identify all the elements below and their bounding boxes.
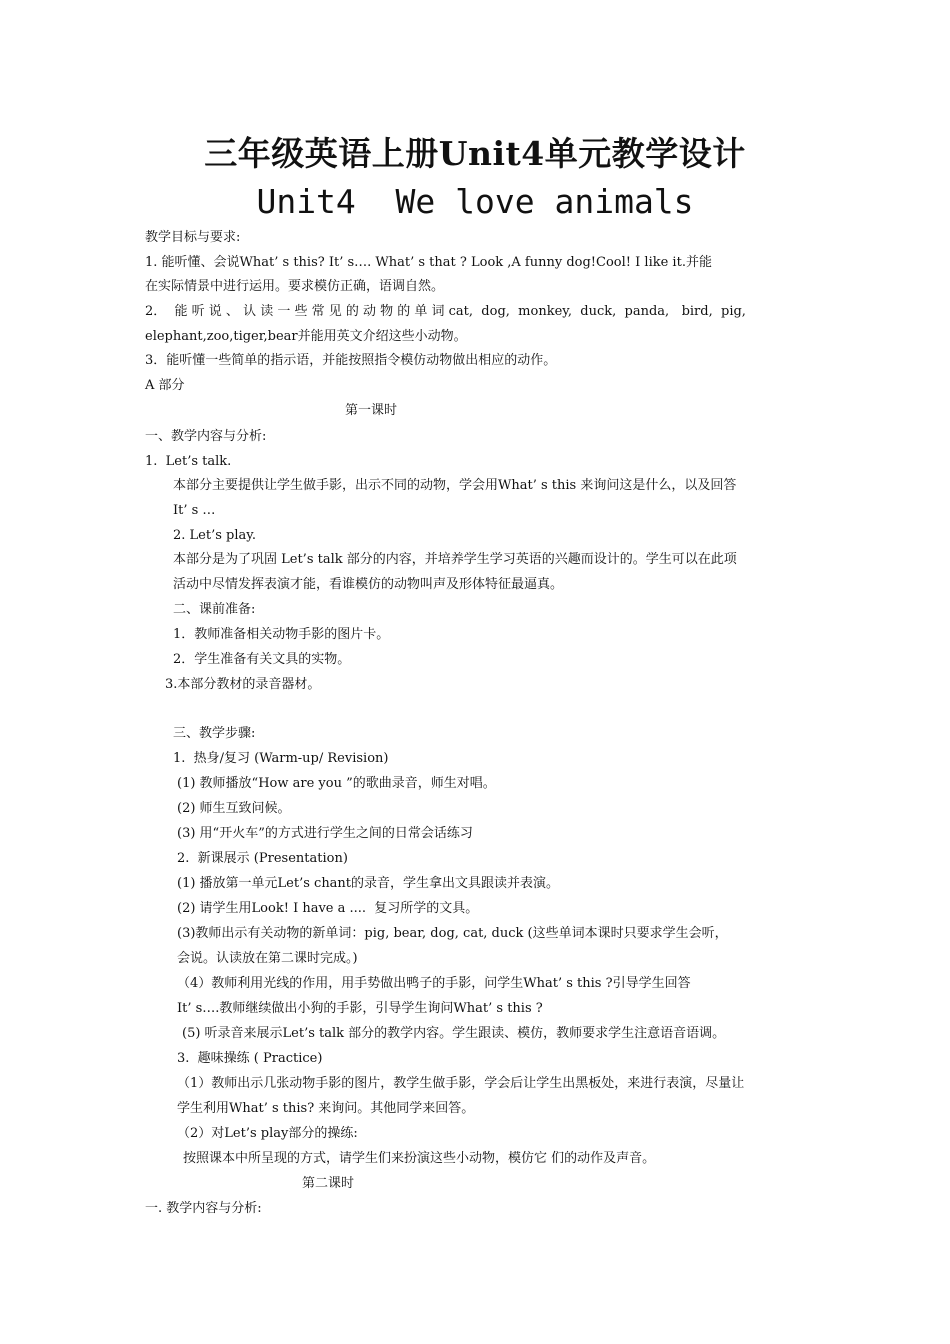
step-warmup: 1. 热身/复习 (Warm-up/ Revision) — [173, 751, 389, 766]
part-a-heading: A 部分 — [145, 378, 185, 393]
lets-talk-item: 1. Let’s talk. — [145, 454, 232, 469]
preparation-heading: 二、课前准备: — [173, 602, 256, 617]
content-analysis-heading: 一、教学内容与分析: — [145, 429, 267, 444]
step-presentation: 2. 新课展示 (Presentation) — [177, 851, 348, 866]
presentation-3-line-1: (3)教师出示有关动物的新单词：pig, bear, dog, cat, duck (这些单词本课时只要求学生会听， — [177, 926, 728, 941]
objective-3: 3．能听懂一些简单的指示语，并能按照指令模仿动物做出相应的动作。 — [145, 353, 557, 368]
practice-2-desc: 按照课本中所呈现的方式，请学生们来扮演这些小动物，模仿它 们的动作及声音。 — [183, 1151, 656, 1166]
steps-heading: 三、教学步骤: — [173, 726, 256, 741]
objective-2-line-1: 2． 能 听 说 、 认 读 一 些 常 见 的 动 物 的 单 词 cat, dog, monkey, duck, panda, bird, pig, — [145, 304, 746, 319]
document-subtitle: Unit4 We love animals — [256, 182, 694, 221]
lets-play-item: 2. Let’s play. — [173, 528, 257, 543]
preparation-1: 1．教师准备相关动物手影的图片卡。 — [173, 627, 390, 642]
warmup-3: (3) 用“开火车”的方式进行学生之间的日常会话练习 — [177, 826, 473, 841]
preparation-2: 2．学生准备有关文具的实物。 — [173, 652, 351, 667]
objectives-heading: 教学目标与要求: — [145, 230, 241, 245]
warmup-2: (2) 师生互致问候。 — [177, 801, 291, 816]
lesson-2-content-heading: 一. 教学内容与分析: — [145, 1201, 262, 1216]
presentation-4-line-2: It’ s….教师继续做出小狗的手影，引导学生询问What’ s this ? — [177, 1001, 543, 1016]
objective-1-line-1: 1. 能听懂、会说What’ s this? It’ s…. What’ s that ? Look ,A funny dog!Cool! I like it.并能 — [145, 255, 712, 270]
presentation-1: (1) 播放第一单元Let’s chant的录音，学生拿出文具跟读并表演。 — [177, 876, 560, 891]
warmup-1: (1) 教师播放“How are you ”的歌曲录音，师生对唱。 — [177, 776, 496, 791]
step-practice: 3. 趣味操练 ( Practice) — [177, 1051, 323, 1066]
lesson-2-heading: 第二课时 — [302, 1176, 355, 1191]
document-title: 三年级英语上册Unit4单元教学设计 — [204, 134, 746, 173]
objective-1-line-2: 在实际情景中进行运用。要求模仿正确，语调自然。 — [145, 279, 445, 294]
lets-play-desc-line-2: 活动中尽情发挥表演才能，看谁模仿的动物叫声及形体特征最逼真。 — [173, 577, 564, 592]
practice-1-line-2: 学生利用What’ s this? 来询问。其他同学来回答。 — [177, 1101, 475, 1116]
lets-talk-desc-line-2: It’ s … — [173, 503, 216, 518]
presentation-2: (2) 请学生用Look! I have a .... 复习所学的文具。 — [177, 901, 479, 916]
preparation-3: 3.本部分教材的录音器材。 — [165, 677, 321, 692]
presentation-3-line-2: 会说。认读放在第二课时完成。) — [177, 951, 358, 966]
presentation-4-line-1: （4）教师利用光线的作用，用手势做出鸭子的手影，问学生What’ s this ?引导学生回答 — [177, 976, 691, 991]
practice-2: （2）对Let’s play部分的操练: — [177, 1126, 358, 1141]
practice-1-line-1: （1）教师出示几张动物手影的图片，教学生做手影，学会后让学生出黑板处，来进行表演，尽量让 — [177, 1076, 745, 1091]
lesson-1-heading: 第一课时 — [345, 403, 398, 418]
lets-talk-desc-line-1: 本部分主要提供让学生做手影，出示不同的动物，学会用What’ s this 来询问这是什么，以及回答 — [173, 478, 737, 493]
presentation-5: (5) 听录音来展示Let’s talk 部分的教学内容。学生跟读、模仿，教师要求学生注意语音语调。 — [182, 1026, 726, 1041]
lets-play-desc-line-1: 本部分是为了巩固 Let’s talk 部分的内容，并培养学生学习英语的兴趣而设计的。学生可以在此项 — [173, 552, 737, 567]
objective-2-line-2: elephant,zoo,tiger,bear并能用英文介绍这些小动物。 — [145, 329, 467, 344]
